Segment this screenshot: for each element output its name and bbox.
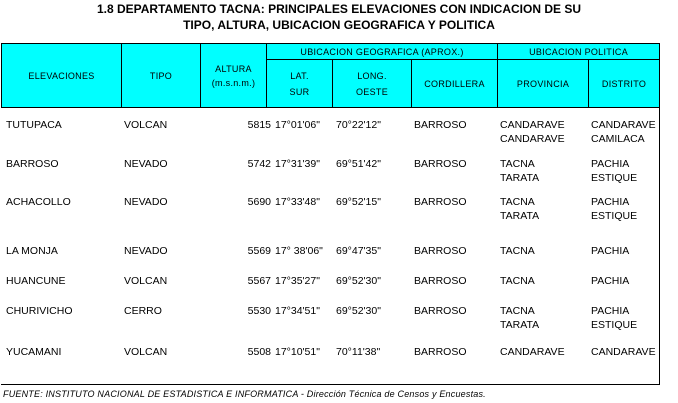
cell-tipo: CERRO [124, 305, 162, 317]
cell-long: 69°47'35" [336, 245, 381, 257]
cell-distrito-1: PACHIA [591, 196, 630, 208]
cell-altura: 5569 [247, 245, 271, 257]
cell-tipo: VOLCAN [124, 346, 168, 358]
header-cordillera: CORDILLERA [412, 60, 498, 108]
cell-long: 70°11'38" [336, 346, 381, 358]
header-long-1: LONG. [357, 70, 387, 81]
cell-cordillera: BARROSO [414, 305, 467, 317]
table-row [1, 157, 659, 195]
cell-distrito-1: PACHIA [591, 305, 630, 317]
cell-cordillera: BARROSO [414, 196, 467, 208]
cell-cordillera: BARROSO [414, 346, 467, 358]
cell-provincia-2: TARATA [500, 172, 540, 184]
cell-tipo: VOLCAN [124, 275, 168, 287]
cell-cordillera: BARROSO [414, 119, 467, 131]
header-altura [201, 44, 267, 108]
cell-distrito-1: PACHIA [591, 158, 630, 170]
page-title [0, 1, 678, 33]
cell-provincia-2: TARATA [500, 319, 540, 331]
cell-distrito: CANDARAVE [591, 346, 656, 358]
cell-provincia [500, 304, 591, 345]
cell-provincia [500, 157, 591, 195]
cell-distrito [591, 118, 659, 157]
header-distrito: DISTRITO [589, 60, 660, 108]
cell-distrito-2: ESTIQUE [591, 210, 638, 222]
header-long [333, 60, 412, 108]
cell-lat: 17°33'48" [275, 196, 320, 208]
table-body [1, 107, 659, 365]
cell-lat: 17°31'39" [275, 158, 320, 170]
cell-altura: 5530 [247, 305, 271, 317]
cell-provincia: CANDARAVE [500, 346, 565, 358]
cell-long: 69°52'15" [336, 196, 381, 208]
cell-tipo: NEVADO [124, 245, 168, 257]
table-row [1, 195, 659, 244]
cell-name: TUTUPACA [6, 119, 62, 131]
cell-name: HUANCUNE [6, 275, 66, 287]
header-tipo: TIPO [122, 44, 201, 108]
cell-provincia-2: TARATA [500, 210, 540, 222]
cell-provincia: TACNA [500, 275, 535, 287]
header-lat [267, 60, 333, 108]
title-line-2: TIPO, ALTURA, UBICACION GEOGRAFICA Y POLITICA [183, 18, 495, 32]
title-line-1: 1.8 DEPARTAMENTO TACNA: PRINCIPALES ELEVACIONES CON INDICACION DE SU [96, 2, 582, 16]
cell-cordillera: BARROSO [414, 245, 467, 257]
cell-distrito [591, 304, 659, 345]
cell-name: YUCAMANI [6, 346, 62, 358]
table-row [1, 118, 659, 157]
table-right-border [659, 43, 660, 385]
cell-provincia-1: TACNA [500, 305, 535, 317]
cell-provincia [500, 195, 591, 244]
cell-long: 69°52'30" [336, 305, 381, 317]
header-elevaciones: ELEVACIONES [2, 44, 122, 108]
cell-cordillera: BARROSO [414, 158, 467, 170]
table-row [1, 274, 659, 304]
cell-altura: 5742 [247, 158, 271, 170]
cell-tipo: NEVADO [124, 158, 168, 170]
header-altura-unit: (m.s.n.m.) [211, 77, 256, 88]
cell-distrito-2: ESTIQUE [591, 172, 638, 184]
cell-tipo: NEVADO [124, 196, 168, 208]
cell-distrito-2: ESTIQUE [591, 319, 638, 331]
cell-provincia [500, 118, 591, 157]
cell-provincia: TACNA [500, 245, 535, 257]
cell-lat: 17°01'06" [275, 119, 320, 131]
cell-distrito: PACHIA [591, 275, 630, 287]
cell-provincia-2: CANDARAVE [500, 133, 565, 145]
header-provincia: PROVINCIA [498, 60, 589, 108]
table-bottom-border [1, 384, 660, 385]
cell-long: 70°22'12" [336, 119, 381, 131]
cell-lat: 17°10'51" [275, 346, 320, 358]
cell-name: ACHACOLLO [6, 196, 71, 208]
cell-distrito [591, 157, 659, 195]
table-header [1, 43, 660, 108]
cell-distrito [591, 195, 659, 244]
cell-altura: 5815 [247, 119, 271, 131]
header-lat-2: SUR [289, 86, 310, 97]
header-geo-group: UBICACION GEOGRAFICA (APROX.) [267, 44, 498, 60]
cell-provincia-1: CANDARAVE [500, 119, 565, 131]
cell-name: CHURIVICHO [6, 305, 73, 317]
table-row [1, 244, 659, 274]
header-long-2: OESTE [355, 86, 388, 97]
cell-distrito-2: CAMILACA [591, 133, 645, 145]
cell-distrito: PACHIA [591, 245, 630, 257]
cell-provincia-1: TACNA [500, 196, 535, 208]
cell-cordillera: BARROSO [414, 275, 467, 287]
cell-long: 69°51'42" [336, 158, 381, 170]
table-row [1, 345, 659, 365]
cell-lat: 17° 38'06" [275, 245, 323, 257]
cell-lat: 17°34'51" [275, 305, 320, 317]
header-altura-label: ALTURA [215, 63, 252, 74]
cell-altura: 5567 [247, 275, 271, 287]
source-note: FUENTE: INSTITUTO NACIONAL DE ESTADISTICA E INFORMATICA - Dirección Técnica de Censos y Encuestas. [3, 389, 486, 399]
cell-altura: 5508 [247, 346, 271, 358]
table-row [1, 304, 659, 345]
cell-name: BARROSO [6, 158, 59, 170]
cell-altura: 5690 [247, 196, 271, 208]
header-pol-group: UBICACION POLITICA [498, 44, 660, 60]
cell-name: LA MONJA [6, 245, 58, 257]
cell-long: 69°52'30" [336, 275, 381, 287]
cell-distrito-1: CANDARAVE [591, 119, 656, 131]
cell-lat: 17°35'27" [275, 275, 320, 287]
cell-provincia-1: TACNA [500, 158, 535, 170]
header-lat-1: LAT. [290, 70, 309, 81]
cell-tipo: VOLCAN [124, 119, 168, 131]
